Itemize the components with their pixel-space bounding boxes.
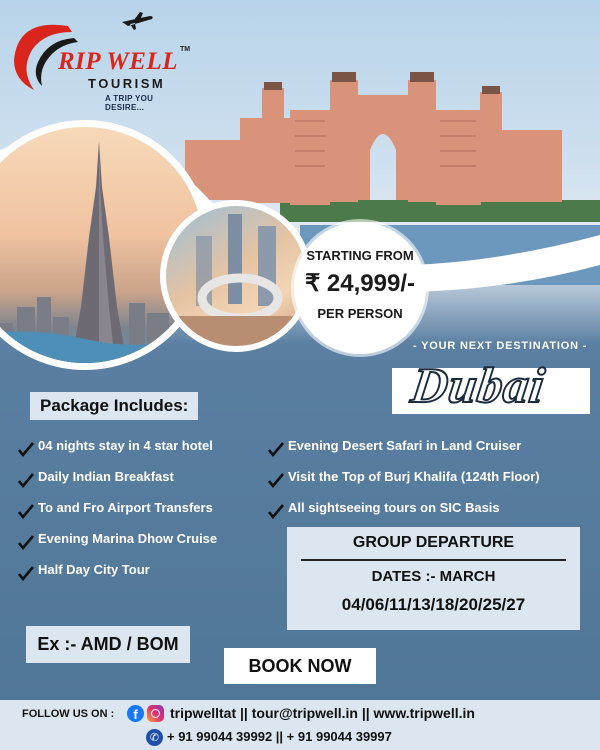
inclusion-text: Evening Desert Safari in Land Cruiser (288, 438, 522, 453)
checkmark-icon (268, 441, 284, 457)
inclusion-text: Half Day City Tour (38, 562, 150, 577)
contact-footer (0, 700, 600, 750)
per-person-label: PER PERSON (317, 306, 403, 321)
logo-name-line2: TOURISM (88, 76, 166, 91)
phone-numbers: + 91 99044 39992 || + 91 99044 39997 (167, 729, 392, 744)
starting-from-label: STARTING FROM (306, 248, 414, 263)
divider (301, 559, 566, 561)
group-departure-box (287, 527, 580, 630)
airplane-icon (120, 12, 154, 30)
museum-of-future-photo (160, 200, 312, 352)
checkmark-icon (268, 503, 284, 519)
list-item (18, 435, 217, 466)
brand-logo (8, 8, 193, 112)
list-item (268, 435, 540, 466)
checkmark-icon (268, 472, 284, 488)
logo-trademark: TM (180, 46, 191, 53)
destination-name: Dubai (408, 357, 549, 413)
logo-name-line1: RIP WELL (58, 48, 178, 75)
price-badge (294, 222, 426, 354)
list-item (268, 466, 540, 497)
list-item (18, 466, 217, 497)
inclusions-list-right (268, 435, 540, 528)
phone-icon: ✆ (146, 729, 163, 746)
contact-info: tripwelltat || tour@tripwell.in || www.tripwell.in (170, 705, 475, 721)
inclusion-text: To and Fro Airport Transfers (38, 500, 213, 515)
departure-dates: 04/06/11/13/18/20/25/27 (341, 595, 526, 614)
follow-us-label: FOLLOW US ON : (22, 708, 115, 720)
list-item (18, 497, 217, 528)
list-item (18, 528, 217, 559)
checkmark-icon (18, 472, 34, 488)
dates-label: DATES :- MARCH (371, 568, 496, 585)
price-value: ₹ 24,999/- (304, 270, 415, 297)
inclusion-text: All sightseeing tours on SIC Basis (288, 500, 500, 515)
list-item (268, 497, 540, 528)
inclusion-text: Visit the Top of Burj Khalifa (124th Floor) (288, 469, 540, 484)
facebook-icon[interactable]: f (127, 705, 144, 722)
book-now-button[interactable]: BOOK NOW (224, 648, 376, 684)
instagram-icon[interactable] (147, 705, 164, 722)
list-item (18, 559, 217, 590)
departure-cities: Ex :- AMD / BOM (26, 626, 190, 663)
package-includes-title: Package Includes: (30, 392, 198, 420)
next-destination-label: - YOUR NEXT DESTINATION - (413, 340, 588, 352)
inclusion-text: Evening Marina Dhow Cruise (38, 531, 218, 546)
checkmark-icon (18, 534, 34, 550)
checkmark-icon (18, 565, 34, 581)
checkmark-icon (18, 441, 34, 457)
logo-tagline: A TRIP YOU DESIRE... (105, 94, 154, 112)
group-departure-title: GROUP DEPARTURE (352, 534, 515, 551)
checkmark-icon (18, 503, 34, 519)
inclusions-list-left (18, 435, 217, 590)
inclusion-text: Daily Indian Breakfast (38, 469, 174, 484)
inclusion-text: 04 nights stay in 4 star hotel (38, 438, 213, 453)
museum-illustration (166, 206, 306, 346)
